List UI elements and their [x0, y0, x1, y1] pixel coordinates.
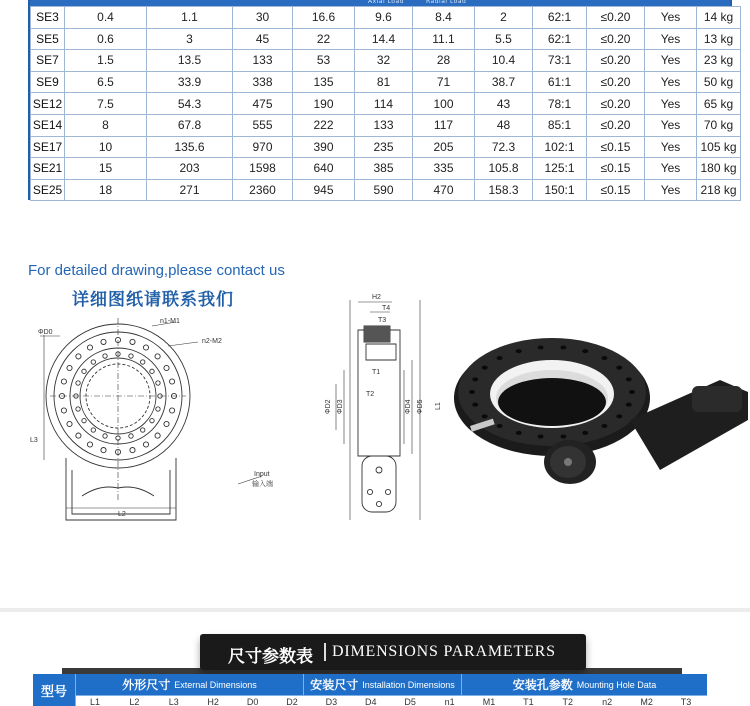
spec-cell: 218 kg [697, 179, 741, 201]
label-phi-d3: ΦD3 [337, 399, 344, 414]
photo-bolt-hole [560, 345, 566, 349]
bolt-hole [143, 442, 148, 447]
photo-bolt-hole [497, 356, 503, 360]
spec-cell: 13.5 [147, 50, 233, 72]
photo-bolt-hole [601, 424, 607, 428]
photo-bolt-hole [560, 435, 566, 439]
spec-cell: 203 [147, 158, 233, 180]
model-cell: SE3 [31, 7, 65, 29]
bolt-hole [67, 365, 72, 370]
bolt-hole [61, 379, 66, 384]
bolt-hole [150, 369, 154, 373]
bolt-hole [164, 365, 169, 370]
photo-bolt-hole [516, 349, 522, 353]
sub-header-cell: n1 [444, 697, 455, 706]
label-t3: T3 [378, 317, 387, 324]
label-phi-d5: ΦD5 [417, 399, 424, 414]
spec-cell: 22 [293, 28, 355, 50]
label-phi-d4: ΦD4 [405, 399, 412, 414]
spec-cell: 33.9 [147, 71, 233, 93]
sub-header-cell: M1 [482, 697, 496, 706]
dimensions-banner [200, 634, 586, 670]
sub-header-row [76, 696, 707, 706]
spec-cell: 8.4 [413, 7, 475, 29]
bolt-hole [76, 381, 80, 385]
label-t2: T2 [366, 391, 375, 398]
spec-cell: 62:1 [533, 7, 587, 29]
spec-cell: 16.6 [293, 7, 355, 29]
model-cell: SE12 [31, 93, 65, 115]
bolt-hole [76, 354, 81, 359]
sub-header-cell: n2 [602, 697, 613, 706]
spec-cell: 385 [355, 158, 413, 180]
spec-cell: 2360 [233, 179, 293, 201]
spec-cell: 23 kg [697, 50, 741, 72]
spec-cell: 48 [475, 114, 533, 136]
sub-header-cell: L1 [89, 697, 100, 706]
spec-cell: 67.8 [147, 114, 233, 136]
spec-cell: 135.6 [147, 136, 233, 158]
label-l3: L3 [30, 437, 38, 444]
photo-bolt-hole [497, 424, 503, 428]
model-cell: SE21 [31, 158, 65, 180]
sub-header-cell: T1 [523, 697, 534, 706]
spec-cell: 640 [293, 158, 355, 180]
bolt-hole [155, 354, 160, 359]
bolt-hole [103, 354, 107, 358]
spec-cell: Yes [645, 50, 697, 72]
bolt-hole [103, 434, 107, 438]
group-external-cn: 外形尺寸 [122, 678, 171, 692]
spec-cell: 0.6 [65, 28, 147, 50]
spec-cell: ≤0.20 [587, 71, 645, 93]
group-installation-cn: 安装尺寸 [310, 678, 359, 692]
spec-cell: 72.3 [475, 136, 533, 158]
spec-cell: 470 [413, 179, 475, 201]
spec-cell: 970 [233, 136, 293, 158]
spec-cell: 50 kg [697, 71, 741, 93]
spec-cell: 117 [413, 114, 475, 136]
photo-bolt-hole [538, 345, 544, 349]
spec-cell: 10.4 [475, 50, 533, 72]
photo-bolt-hole [482, 366, 488, 370]
spec-cell: 3 [147, 28, 233, 50]
spec-cell: 85:1 [533, 114, 587, 136]
bolt-hole [101, 447, 106, 452]
spec-cell: 5.5 [475, 28, 533, 50]
spec-cell: 555 [233, 114, 293, 136]
spec-cell: 78:1 [533, 93, 587, 115]
group-installation-en: Installation Dimensions [362, 679, 455, 690]
sub-header-cell: D0 [246, 697, 259, 706]
bolt-hole [169, 408, 174, 413]
spec-cell: 338 [233, 71, 293, 93]
bolt-hole [101, 339, 106, 344]
model-cell: SE25 [31, 179, 65, 201]
spec-cell: Yes [645, 179, 697, 201]
spec-cell: 133 [233, 50, 293, 72]
sub-header-cell: D5 [404, 697, 416, 706]
sub-header-cell: T2 [562, 697, 574, 706]
bolt-hole [130, 339, 135, 344]
model-cell: SE9 [31, 71, 65, 93]
spec-cell: Yes [645, 136, 697, 158]
spec-cell: 335 [413, 158, 475, 180]
label-n1-m1: n1-M1 [160, 318, 180, 325]
spec-cell: 1.5 [65, 50, 147, 72]
spec-cell: 10 [65, 136, 147, 158]
photo-bolt-hole [629, 390, 635, 394]
photo-bolt-hole [601, 356, 607, 360]
spec-cell: 7.5 [65, 93, 147, 115]
spec-cell: 190 [293, 93, 355, 115]
spec-cell: 81 [355, 71, 413, 93]
banner-title-chinese: 尺寸参数表 [228, 647, 313, 667]
sub-header-cell: M2 [640, 697, 653, 706]
spec-cell: 43 [475, 93, 533, 115]
photo-bolt-hole [626, 403, 632, 407]
spec-cell: 114 [355, 93, 413, 115]
spec-cell: 158.3 [475, 179, 533, 201]
spec-cell: 1.1 [147, 7, 233, 29]
spec-cell: ≤0.20 [587, 7, 645, 29]
spec-cell: 205 [413, 136, 475, 158]
spec-cell: Yes [645, 71, 697, 93]
spec-cell: 45 [233, 28, 293, 50]
spec-cell: 390 [293, 136, 355, 158]
spec-cell: ≤0.20 [587, 28, 645, 50]
photo-bolt-hole [472, 377, 478, 381]
bolt-hole [156, 381, 160, 385]
label-phi-d0: ΦD0 [38, 329, 53, 336]
spec-cell: Yes [645, 28, 697, 50]
photo-bolt-hole [472, 403, 478, 407]
spec-cell: 54.3 [147, 93, 233, 115]
spec-cell: 945 [293, 179, 355, 201]
bolt-hole [150, 418, 154, 422]
spec-cell: 1598 [233, 158, 293, 180]
spec-cell: 235 [355, 136, 413, 158]
spec-cell: ≤0.20 [587, 93, 645, 115]
spec-cell: 133 [355, 114, 413, 136]
dimensions-table-header [33, 674, 707, 706]
sub-header-cell: T3 [680, 697, 692, 706]
photo-bolt-hole [482, 414, 488, 418]
sub-header-cell: D3 [325, 697, 338, 706]
section-separator [0, 608, 750, 612]
bolt-hole [76, 433, 81, 438]
group-mounting-hole-data [462, 674, 707, 696]
photo-bolt-hole [469, 390, 475, 394]
spec-cell: 102:1 [533, 136, 587, 158]
spec-cell: 271 [147, 179, 233, 201]
spec-cell: Yes [645, 158, 697, 180]
photo-bolt-hole [616, 414, 622, 418]
spec-cell: 180 kg [697, 158, 741, 180]
bolt-hole [82, 418, 86, 422]
spec-cell: 62:1 [533, 28, 587, 50]
bolt-hole [164, 421, 169, 426]
label-input-cn: 输入端 [252, 481, 273, 488]
spec-cell: 475 [233, 93, 293, 115]
spec-cell: ≤0.15 [587, 158, 645, 180]
spec-cell: 14.4 [355, 28, 413, 50]
spec-cell: 105 kg [697, 136, 741, 158]
spec-cell: 14 kg [697, 7, 741, 29]
spec-cell: 0.4 [65, 7, 147, 29]
spec-cell: 18 [65, 179, 147, 201]
bolt-hole [155, 433, 160, 438]
bolt-hole [129, 434, 133, 438]
spec-cell: ≤0.20 [587, 50, 645, 72]
bolt-hole [91, 428, 95, 432]
group-mounting-en: Mounting Hole Data [576, 679, 657, 690]
label-l2: L2 [118, 511, 126, 518]
bolt-hole [76, 407, 80, 411]
photo-bolt-hole [538, 435, 544, 439]
sub-header-cell: L3 [168, 697, 179, 706]
spec-cell: 11.1 [413, 28, 475, 50]
group-mounting-cn: 安装孔参数 [512, 678, 573, 692]
spec-cell: 135 [293, 71, 355, 93]
spec-cell: 222 [293, 114, 355, 136]
contact-text-english: For detailed drawing,please contact us [28, 262, 285, 279]
bolt-hole [61, 408, 66, 413]
bolt-hole [169, 379, 174, 384]
spec-cell: 150:1 [533, 179, 587, 201]
model-header: 型号 [33, 674, 76, 706]
spec-cell: 38.7 [475, 71, 533, 93]
photo-bolt-hole [616, 366, 622, 370]
photo-bolt-hole [582, 431, 588, 435]
spec-cell: 28 [413, 50, 475, 72]
label-input-en: Input [254, 471, 270, 478]
model-cell: SE14 [31, 114, 65, 136]
spec-cell: 65 kg [697, 93, 741, 115]
bolt-hole [91, 360, 95, 364]
spec-cell: 105.8 [475, 158, 533, 180]
sub-header-cell: H2 [207, 697, 219, 706]
label-l1: L1 [435, 402, 442, 410]
spec-cell: 15 [65, 158, 147, 180]
spec-cell: 30 [233, 7, 293, 29]
spec-cell: ≤0.15 [587, 136, 645, 158]
spec-cell: 61:1 [533, 71, 587, 93]
bolt-hole [156, 407, 160, 411]
spec-cell: Yes [645, 114, 697, 136]
photo-bolt-hole [582, 349, 588, 353]
spec-cell: 9.6 [355, 7, 413, 29]
bolt-hole [140, 360, 144, 364]
model-cell: SE5 [31, 28, 65, 50]
label-t4: T4 [382, 305, 391, 312]
sub-header-cell: D2 [286, 697, 298, 706]
spec-cell: 2 [475, 7, 533, 29]
spec-cell: 590 [355, 179, 413, 201]
spec-cell: ≤0.15 [587, 179, 645, 201]
banner-divider [324, 643, 326, 661]
front-view-drawing [40, 318, 262, 520]
axial-load-fragment: Axial Load [368, 0, 404, 5]
model-cell: SE17 [31, 136, 65, 158]
spec-cell: 6.5 [65, 71, 147, 93]
label-phi-d2: ΦD2 [325, 399, 332, 414]
spec-cell: 8 [65, 114, 147, 136]
spec-cell: 70 kg [697, 114, 741, 136]
sub-header-cell: D4 [365, 697, 377, 706]
bolt-hole [143, 345, 148, 350]
banner-title-english: DIMENSIONS PARAMETERS [332, 643, 556, 660]
label-t1: T1 [372, 369, 381, 376]
spec-cell: Yes [645, 7, 697, 29]
photo-bolt-hole [626, 377, 632, 381]
bolt-hole [82, 369, 86, 373]
label-n2-m2: n2-M2 [202, 338, 222, 345]
spec-cell: Yes [645, 93, 697, 115]
group-installation-dimensions [304, 674, 462, 696]
contact-text-chinese: 详细图纸请联系我们 [72, 290, 234, 310]
spec-cell: ≤0.20 [587, 114, 645, 136]
bolt-hole [129, 354, 133, 358]
bolt-hole [140, 428, 144, 432]
bolt-hole [67, 421, 72, 426]
spec-cell: 125:1 [533, 158, 587, 180]
group-external-en: External Dimensions [174, 679, 257, 690]
bolt-hole [87, 442, 92, 447]
spec-cell: 100 [413, 93, 475, 115]
bolt-hole [130, 447, 135, 452]
spec-cell: 32 [355, 50, 413, 72]
spec-cell: 53 [293, 50, 355, 72]
product-photo-slewing-drive [454, 338, 748, 484]
group-external-dimensions [76, 674, 304, 696]
sub-header-cell: L2 [129, 697, 140, 706]
label-h2: H2 [372, 294, 381, 301]
spec-cell: 13 kg [697, 28, 741, 50]
radial-load-fragment: Radial Load [426, 0, 467, 5]
bolt-hole [87, 345, 92, 350]
spec-cell: 73:1 [533, 50, 587, 72]
model-cell: SE7 [31, 50, 65, 72]
spec-cell: 71 [413, 71, 475, 93]
section-hatch [364, 326, 390, 342]
photo-bolt-hole [516, 431, 522, 435]
